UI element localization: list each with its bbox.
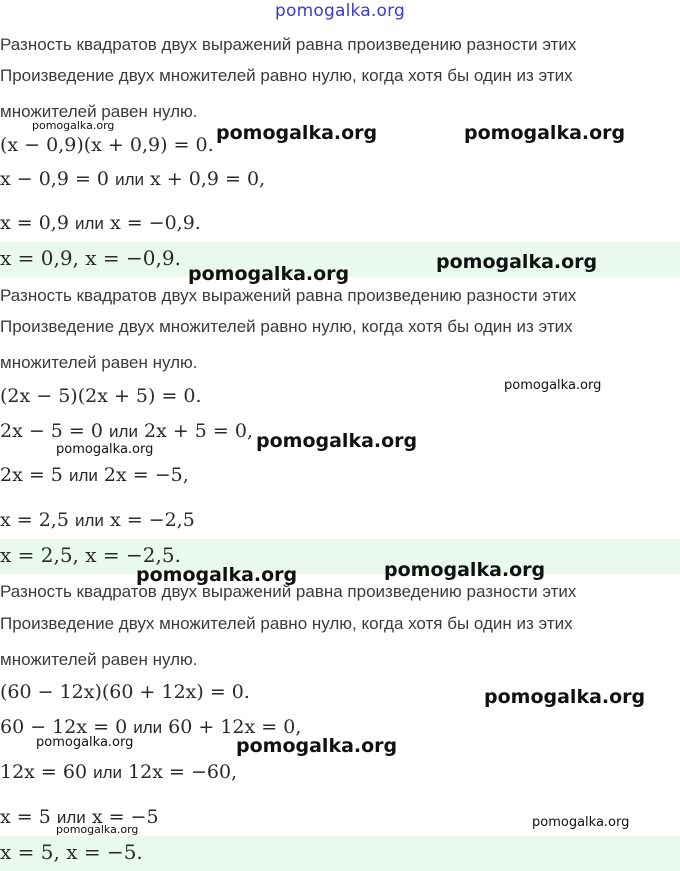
equation-right: 2x = −5,	[103, 464, 189, 486]
equation-step	[0, 761, 237, 783]
equation-right: 12x = −60,	[128, 761, 238, 783]
equation-step: (x − 0,9)(x + 0,9) = 0.	[0, 134, 214, 156]
equation-right: x = −5	[91, 806, 159, 828]
answer-text: x = 2,5, x = −2,5.	[0, 543, 181, 567]
watermark: pomogalka.org	[56, 823, 139, 836]
equation-step	[0, 212, 201, 234]
equation-step	[0, 464, 189, 486]
watermark: pomogalka.org	[56, 442, 154, 457]
equation-right: 60 + 12x = 0,	[168, 716, 302, 738]
watermark: pomogalka.org	[436, 251, 598, 273]
rule-text-3: множителей равен нулю.	[0, 353, 198, 372]
equation-left: x − 0,9 = 0	[0, 168, 110, 190]
watermark: pomogalka.org	[236, 735, 398, 757]
or-word: или	[56, 808, 86, 827]
rule-text-1: Разность квадратов двух выражений равна произведению разности этих	[0, 286, 577, 305]
equation-left: 60 − 12x = 0	[0, 716, 128, 738]
watermark: pomogalka.org	[504, 378, 602, 393]
answer-band	[0, 539, 680, 574]
equation-right: x = −2,5	[109, 509, 195, 531]
answer-text: x = 0,9, x = −0,9.	[0, 246, 181, 270]
watermark: pomogalka.org	[188, 263, 350, 285]
watermark: pomogalka.org	[216, 122, 378, 144]
watermark: pomogalka.org	[36, 735, 134, 750]
watermark: pomogalka.org	[136, 564, 298, 586]
or-word: или	[68, 466, 98, 485]
watermark: pomogalka.org	[484, 686, 646, 708]
equation-step: (60 − 12x)(60 + 12x) = 0.	[0, 681, 250, 703]
equation-right: 2x + 5 = 0,	[144, 420, 254, 442]
answer-text: x = 5, x = −5.	[0, 840, 143, 864]
site-header[interactable]: pomogalka.org	[275, 1, 405, 21]
or-word: или	[74, 214, 104, 233]
rule-text-2: Произведение двух множителей равно нулю, когда хотя бы один из этих	[0, 614, 573, 633]
or-word: или	[93, 763, 123, 782]
watermark: pomogalka.org	[384, 559, 546, 581]
answer-band	[0, 836, 680, 871]
equation-left: x = 5	[0, 806, 51, 828]
equation-left: 12x = 60	[0, 761, 88, 783]
rule-text-1: Разность квадратов двух выражений равна произведению разности этих	[0, 582, 577, 601]
equation-step	[0, 420, 253, 442]
or-word: или	[133, 718, 163, 737]
equation-left: 2x − 5 = 0	[0, 420, 103, 442]
equation-right: x = −0,9.	[109, 212, 201, 234]
equation-left: 2x = 5	[0, 464, 63, 486]
equation-left: x = 0,9	[0, 212, 69, 234]
equation-step	[0, 509, 195, 531]
equation-step	[0, 168, 265, 190]
rule-text-2: Произведение двух множителей равно нулю, когда хотя бы один из этих	[0, 66, 573, 85]
equation-step: (2x − 5)(2x + 5) = 0.	[0, 385, 202, 407]
or-word: или	[115, 170, 144, 189]
watermark: pomogalka.org	[464, 122, 626, 144]
or-word: или	[109, 422, 138, 441]
rule-text-3: множителей равен нулю.	[0, 650, 198, 669]
watermark: pomogalka.org	[256, 430, 418, 452]
watermark: pomogalka.org	[32, 119, 115, 132]
equation-right: x + 0,9 = 0,	[150, 168, 266, 190]
rule-text-3: множителей равен нулю.	[0, 102, 198, 121]
equation-left: x = 2,5	[0, 509, 69, 531]
or-word: или	[74, 511, 104, 530]
rule-text-1: Разность квадратов двух выражений равна произведению разности этих	[0, 35, 577, 54]
watermark: pomogalka.org	[532, 815, 630, 830]
rule-text-2: Произведение двух множителей равно нулю, когда хотя бы один из этих	[0, 317, 573, 336]
